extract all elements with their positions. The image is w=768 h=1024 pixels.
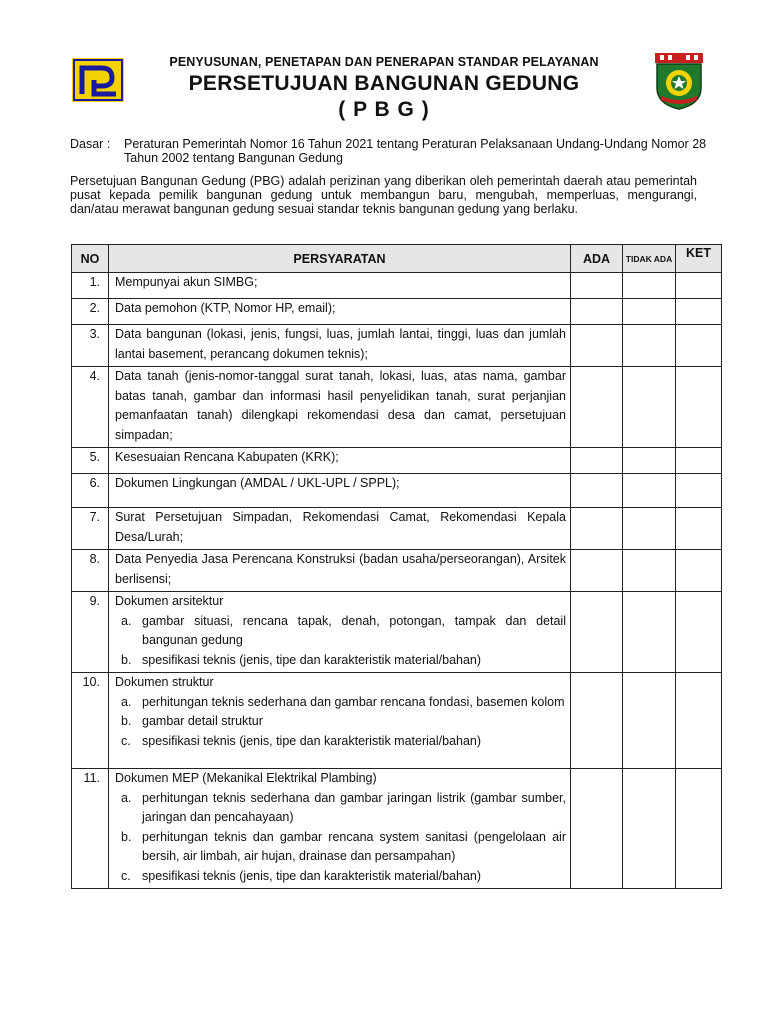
- checkbox-ada[interactable]: [571, 592, 623, 673]
- document-header: [130, 55, 638, 122]
- sub-item-marker: b.: [121, 714, 132, 728]
- sub-item-marker: b.: [121, 652, 132, 667]
- keterangan-cell[interactable]: [676, 508, 722, 550]
- keterangan-cell[interactable]: [676, 273, 722, 299]
- sub-item-text: gambar detail struktur: [142, 714, 263, 728]
- keterangan-cell[interactable]: [676, 367, 722, 448]
- table-header-row: [72, 245, 722, 273]
- table-row: [72, 448, 722, 474]
- col-header-tidak-ada: TIDAK ADA: [623, 245, 676, 273]
- keterangan-cell[interactable]: [676, 550, 722, 592]
- keterangan-cell[interactable]: [676, 592, 722, 673]
- row-number: 3.: [72, 325, 109, 367]
- checkbox-tidak-ada[interactable]: [623, 592, 676, 673]
- sub-item-marker: a.: [121, 790, 132, 805]
- table-row: [72, 325, 722, 367]
- sub-requirement-item: [115, 651, 566, 671]
- table-row: [72, 769, 722, 889]
- checkbox-tidak-ada[interactable]: [623, 448, 676, 474]
- keterangan-cell[interactable]: [676, 769, 722, 889]
- sub-requirement-item: [115, 867, 566, 887]
- table-row: [72, 592, 722, 673]
- col-header-requirement: PERSYARATAN: [109, 245, 571, 273]
- sub-item-marker: c.: [121, 733, 131, 748]
- checkbox-ada[interactable]: [571, 508, 623, 550]
- checkbox-tidak-ada[interactable]: [623, 273, 676, 299]
- sub-item-text: spesifikasi teknis (jenis, tipe dan karakteristik material/bahan): [142, 733, 482, 748]
- table-row: [72, 299, 722, 325]
- checkbox-ada[interactable]: [571, 325, 623, 367]
- checkbox-ada[interactable]: [571, 474, 623, 508]
- intro-paragraph: Persetujuan Bangunan Gedung (PBG) adalah perizinan yang diberikan oleh pemerintah daerah atau pemerintah pusat kepada pemilik bangunan gedung untuk membangun baru, mengubah, memperluas, mengurangi, dan/atau merawat bangunan gedung sesuai standar teknis bangunan gedung yang berlaku.: [70, 174, 697, 216]
- row-number: 11.: [72, 769, 109, 889]
- requirement-text: Kesesuaian Rencana Kabupaten (KRK);: [115, 450, 339, 464]
- requirements-body: [72, 273, 722, 889]
- keterangan-cell[interactable]: [676, 325, 722, 367]
- table-row: [72, 273, 722, 299]
- sub-requirement-item: [115, 612, 566, 651]
- sub-requirement-item: [115, 789, 566, 828]
- requirement-cell: [109, 769, 571, 889]
- requirement-cell: [109, 299, 571, 325]
- requirement-text: Dokumen arsitektur: [115, 594, 224, 608]
- legal-basis: [70, 137, 710, 165]
- keterangan-cell[interactable]: [676, 474, 722, 508]
- col-header-ket: KET: [676, 245, 722, 273]
- header-subtitle: PENYUSUNAN, PENETAPAN DAN PENERAPAN STANDAR PELAYANAN: [169, 55, 599, 69]
- requirement-cell: [109, 673, 571, 769]
- requirement-text: Dokumen MEP (Mekanikal Elektrikal Plambing): [115, 771, 377, 785]
- sub-requirement-list: [115, 693, 566, 752]
- checkbox-tidak-ada[interactable]: [623, 508, 676, 550]
- sub-item-text: perhitungan teknis sederhana dan gambar jaringan listrik (gambar sumber, jaringan dan pencahayaan): [142, 790, 566, 824]
- checkbox-ada[interactable]: [571, 550, 623, 592]
- requirement-cell: [109, 508, 571, 550]
- header-title: PERSETUJUAN BANGUNAN GEDUNG: [188, 72, 580, 95]
- sub-requirement-item: [115, 828, 566, 867]
- row-number: 9.: [72, 592, 109, 673]
- requirements-table: [71, 244, 722, 889]
- keterangan-cell[interactable]: [676, 299, 722, 325]
- sub-item-text: perhitungan teknis sederhana dan gambar rencana fondasi, basemen kolom: [142, 694, 565, 709]
- row-number: 10.: [72, 673, 109, 769]
- checkbox-ada[interactable]: [571, 299, 623, 325]
- table-row: [72, 508, 722, 550]
- checkbox-tidak-ada[interactable]: [623, 550, 676, 592]
- table-row: [72, 550, 722, 592]
- table-row: [72, 367, 722, 448]
- checkbox-tidak-ada[interactable]: [623, 325, 676, 367]
- keterangan-cell[interactable]: [676, 448, 722, 474]
- table-row: [72, 673, 722, 769]
- row-number: 2.: [72, 299, 109, 325]
- checkbox-tidak-ada[interactable]: [623, 367, 676, 448]
- checkbox-ada[interactable]: [571, 673, 623, 769]
- requirement-cell: [109, 367, 571, 448]
- requirement-text: Surat Persetujuan Simpadan, Rekomendasi Camat, Rekomendasi Kepala Desa/Lurah;: [115, 510, 566, 544]
- checkbox-tidak-ada[interactable]: [623, 474, 676, 508]
- checkbox-tidak-ada[interactable]: [623, 769, 676, 889]
- checkbox-ada[interactable]: [571, 448, 623, 474]
- requirement-cell: [109, 550, 571, 592]
- checkbox-tidak-ada[interactable]: [623, 673, 676, 769]
- sub-item-marker: c.: [121, 868, 131, 883]
- sub-item-text: perhitungan teknis dan gambar rencana system sanitasi (pengelolaan air bersih, air limbah, air hujan, drainase dan persampahan): [142, 829, 566, 863]
- sub-item-marker: a.: [121, 613, 132, 628]
- requirement-cell: [109, 474, 571, 508]
- table-row: [72, 474, 722, 508]
- row-number: 4.: [72, 367, 109, 448]
- checkbox-ada[interactable]: [571, 769, 623, 889]
- pupr-logo: [72, 58, 124, 102]
- sub-item-text: spesifikasi teknis (jenis, tipe dan karakteristik material/bahan): [142, 868, 482, 883]
- sub-item-marker: a.: [121, 694, 132, 709]
- sub-item-marker: b.: [121, 829, 132, 844]
- header-abbreviation: ( P B G ): [338, 98, 430, 121]
- legal-basis-text: Peraturan Pemerintah Nomor 16 Tahun 2021 tentang Peraturan Pelaksanaan Undang-Undang Nomor 28 Tahun 2002 tentang Bangunan Gedung: [124, 137, 707, 165]
- sub-requirement-item: [115, 693, 566, 713]
- requirement-text: Data tanah (jenis-nomor-tanggal surat tanah, lokasi, luas, atas nama, gambar batas tanah, gambar dan informasi hasil penyelidikan tanah, surat perjanjian pemanfaatan tanah) dilengkapi rekomendasi desa dan camat, persetujuan simpadan;: [115, 369, 566, 442]
- sub-requirement-list: [115, 789, 566, 887]
- requirement-cell: [109, 592, 571, 673]
- requirement-cell: [109, 273, 571, 299]
- col-header-no: NO: [72, 245, 109, 273]
- sub-item-text: spesifikasi teknis (jenis, tipe dan karakteristik material/bahan): [142, 652, 482, 667]
- row-number: 6.: [72, 474, 109, 508]
- checkbox-tidak-ada[interactable]: [623, 299, 676, 325]
- sub-requirement-item: [115, 712, 566, 732]
- requirement-text: Data bangunan (lokasi, jenis, fungsi, luas, jumlah lantai, tinggi, luas dan jumlah lantai basement, perancang dokumen teknis);: [115, 327, 566, 361]
- row-number: 7.: [72, 508, 109, 550]
- sub-item-text: gambar situasi, rencana tapak, denah, potongan, tampak dan detail bangunan gedung: [142, 613, 566, 647]
- sub-requirement-item: [115, 732, 566, 752]
- requirement-cell: [109, 448, 571, 474]
- requirement-text: Dokumen Lingkungan (AMDAL / UKL-UPL / SPPL);: [115, 476, 400, 490]
- row-number: 8.: [72, 550, 109, 592]
- legal-basis-label: Dasar :: [70, 137, 111, 151]
- row-number: 5.: [72, 448, 109, 474]
- checkbox-ada[interactable]: [571, 367, 623, 448]
- requirement-text: Dokumen struktur: [115, 675, 214, 689]
- requirement-text: Data pemohon (KTP, Nomor HP, email);: [115, 301, 336, 315]
- sub-requirement-list: [115, 612, 566, 671]
- regency-emblem: [652, 52, 706, 110]
- requirement-text: Data Penyedia Jasa Perencana Konstruksi (badan usaha/perseorangan), Arsitek berlisensi;: [115, 552, 566, 586]
- requirement-cell: [109, 325, 571, 367]
- checkbox-ada[interactable]: [571, 273, 623, 299]
- keterangan-cell[interactable]: [676, 673, 722, 769]
- row-number: 1.: [72, 273, 109, 299]
- col-header-ada: ADA: [571, 245, 623, 273]
- requirement-text: Mempunyai akun SIMBG;: [115, 275, 258, 289]
